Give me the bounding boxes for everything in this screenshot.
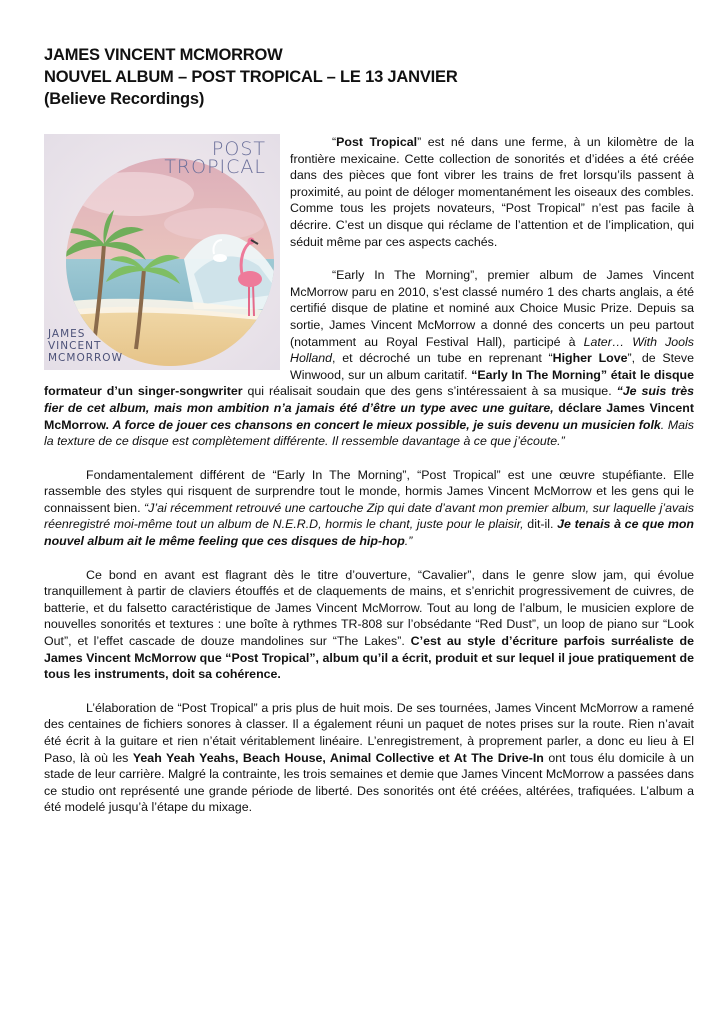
header-artist: JAMES VINCENT MCMORROW: [44, 46, 283, 64]
paragraph-intro: “Post Tropical” est né dans une ferme, à un kilomètre de la frontière mexicaine. Cette collection de sonorités et d’idées a été créée dans des pièces que font vibrer les trains de fret lorsqu’ils passent à proximité, au point de déloger momentanément les oiseaux des combles. Comme tous les projets novateurs, “Post Tropical” n’est pas facile à décrire. C’est un disque qui réclame de l’attention et de l’implication, qui séduit même par ces aspects cachés.: [290, 135, 694, 249]
cover-artist-name: JAMES VINCENT MCMORROW: [48, 328, 123, 364]
header-label: (Believe Recordings): [44, 90, 205, 108]
album-cover-image: [44, 134, 280, 370]
article-body: [44, 134, 694, 816]
document-header: [44, 44, 684, 110]
paragraph-first-album: “Early In The Morning”, premier album de James Vincent McMorrow paru en 2010, s’est classé numéro 1 des charts anglais, a été certifié disque de platine et nominé aux Choice Music Prize. Depuis sa sortie, James Vincent McMorrow a donné des concerts un peu partout (notamment au Royal Festival Hall), participé à Later… With Jools Holland, et décroché un tube en reprenant “Higher Love”, de Steve Winwood, sur un album caritatif. “Early In The Morning” était le disque formateur d’un singer-songwriter qui réalisait soudain que des gens s’intéressaient à sa musique. “Je suis très fier de cet album, mais mon ambition n’a jamais été d’être un type avec une guitare, déclare James Vincent McMorrow. A force de jouer ces chansons en concert le mieux possible, je suis devenu un musicien folk. Mais la texture de ce disque est complètement différente. Il ressemble davantage à ce que j’écoute.”: [44, 268, 694, 449]
cover-title: POST TROPICAL: [164, 138, 266, 178]
paragraph-recording: L’élaboration de “Post Tropical” a pris plus de huit mois. De ses tournées, James Vincent McMorrow a ramené des centaines de fichiers sonores à classer. Il a également réuni un paquet de notes prises sur la route. Rien n’avait été écrit à la guitare et rien n’était véritablement linéaire. L’enregistrement, à proprement parler, a donc eu lieu à El Paso, là où les Yeah Yeah Yeahs, Beach House, Animal Collective et At The Drive-In ont tous élu domicile à un stade de leur carrière. Malgré la contrainte, les trois semaines et demie que James Vincent McMorrow a passées dans ce studio ont représenté une grande période de liberté. Des sonorités ont été créées, altérées, trafiquées. L’album a été modelé jusqu’à l’étape du mixage.: [44, 700, 694, 815]
paragraph-styles: Fondamentalement différent de “Early In The Morning”, “Post Tropical” est une œuvre stupéfiante. Elle rassemble des styles qui risquent de surprendre tout le monde, hormis James Vincent McMorrow et les gens qui le connaissent bien. “J’ai récemment retrouvé une cartouche Zip qui date d’avant mon premier album, sur laquelle j’avais réenregistré moi-même tout un album de N.E.R.D, hormis le chant, juste pour le plaisir, dit-il. Je tenais à ce que mon nouvel album ait le même feeling que ces disques de hip-hop.”: [44, 467, 694, 549]
header-album: NOUVEL ALBUM – POST TROPICAL – LE 13 JANVIER: [44, 68, 458, 86]
paragraph-tracks: Ce bond en avant est flagrant dès le titre d’ouverture, “Cavalier”, dans le genre slow jam, qui évolue tranquillement à partir de claviers étouffés et de claquements de mains, et s’enrichit progressivement de cuivres, de batterie, et du falsetto caractéristique de James Vincent McMorrow. Tout au long de l’album, le musicien explore de nouvelles sonorités et textures : une boîte à rythmes TR-808 sur l’obsédante “Red Dust”, un loop de piano sur “Look Out”, et l’effet cascade de douze mandolines sur “The Lakes”. C’est au style d’écriture parfois surréaliste de James Vincent McMorrow que “Post Tropical”, album qu’il a écrit, produit et sur lequel il joue pratiquement de tous les instruments, doit sa cohérence.: [44, 567, 694, 682]
